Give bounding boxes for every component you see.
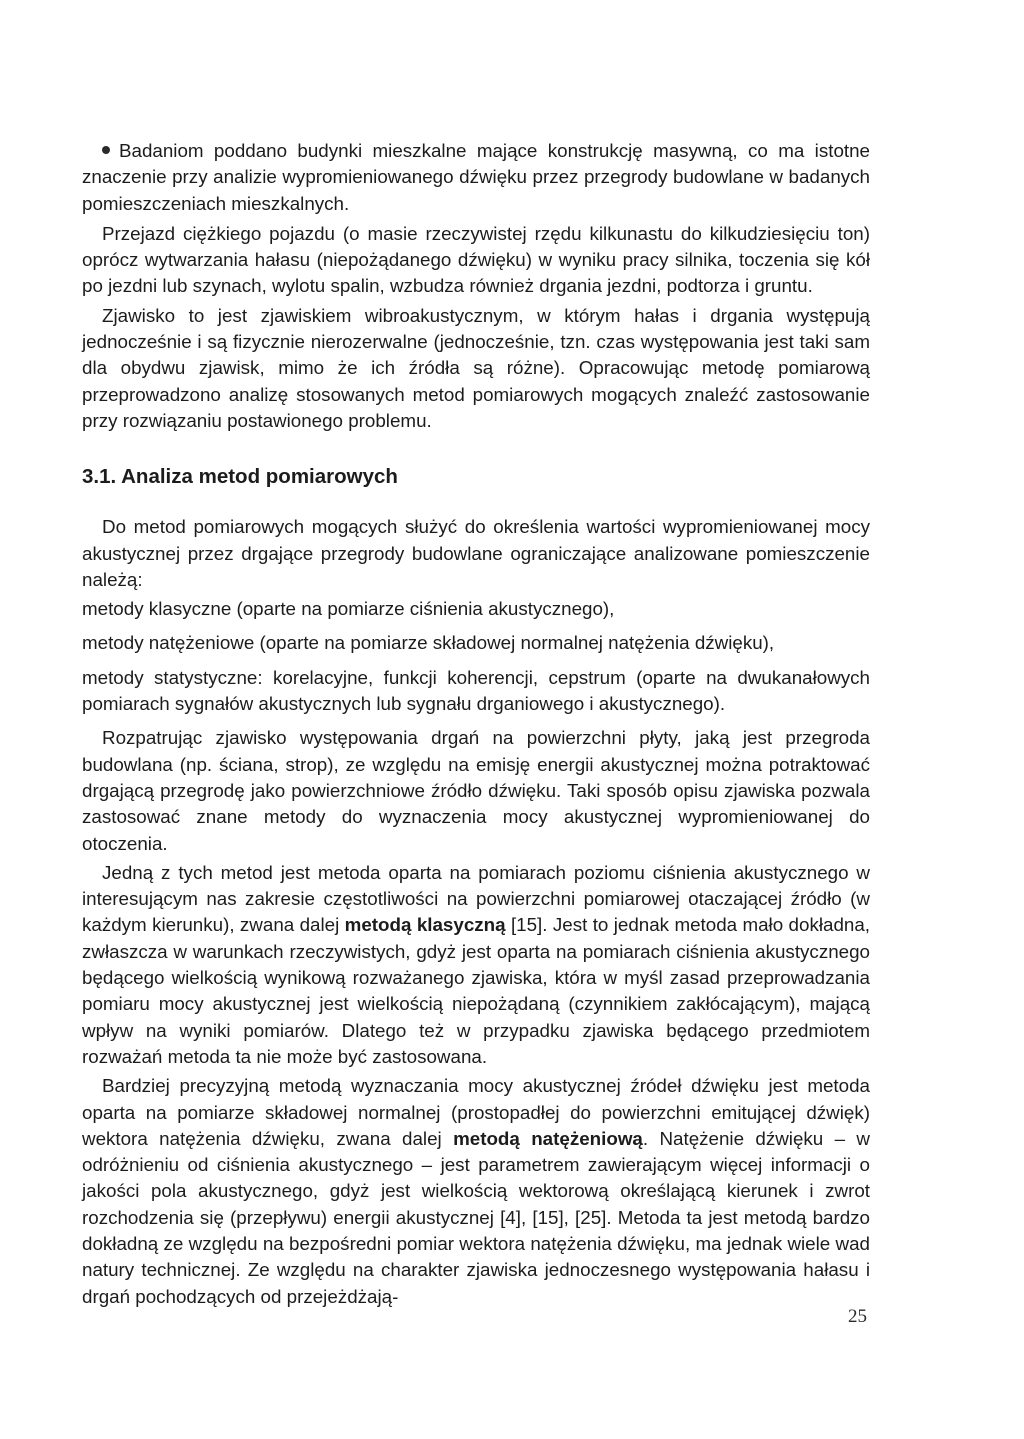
list-item: metody statystyczne: korelacyjne, funkcji koherencji, cepstrum (oparte na dwukanałowych pomiarach sygnałów akustycznych lub sygnału drganiowego i akustycznego).: [82, 666, 870, 715]
intro-bullet-text: Badaniom poddano budynki mieszkalne mające konstrukcję masywną, co ma istotne znaczenie przy analizie wypromieniowanego dźwięku przez przegrody budowlane w badanych pomieszczeniach mieszkalnych.: [82, 140, 870, 214]
bullet-icon: [102, 146, 110, 154]
paragraph-heavy-vehicle: Przejazd ciężkiego pojazdu (o masie rzeczywistej rzędu kilkunastu do kilkudziesięciu ton) oprócz wytwarzania hałasu (niepożądanego dźwięku) w wyniku pracy silnika, toczenia się kół po jezdni lub szynach, wylotu spalin, wzbudza również drgania jezdni, podtorza i gruntu.: [82, 222, 870, 297]
section-heading: 3.1. Analiza metod pomiarowych: [82, 465, 398, 489]
term-classic-method: metodą klasyczną: [344, 914, 506, 936]
page-body: [82, 138, 870, 1313]
methods-list: [82, 596, 870, 717]
paragraph-methods-intro: Do metod pomiarowych mogących służyć do określenia wartości wypromieniowanej mocy akustycznej przez drgające przegrody budowlane ograniczające analizowane pomieszczenie należą:: [82, 516, 870, 590]
paragraph-intensity-method: Bardziej precyzyjną metodą wyznaczania mocy akustycznej źródeł dźwięku jest metoda oparta na pomiarze składowej normalnej (prostopadłej do powierzchni emitującej dźwięk) wektora natężenia dźwięku, zwana dalej metodą natężeniową. Natężenie dźwięku – w odróżnieniu od ciśnienia akustycznego – jest parametrem zawierającym więcej informacji o jakości pola akustycznego, gdyż jest wielkością wektorową określającą kierunek i zwrot rozchodzenia się (przepływu) energii akustycznej [4], [15], [25]. Metoda ta jest metodą bardzo dokładną ze względu na bezpośredni pomiar wektora natężenia dźwięku, ma jednak wiele wad natury technicznej. Ze względu na charakter zjawiska jednoczesnego występowania hałasu i drgań pochodzących od przejeżdżają-: [82, 1075, 870, 1307]
paragraph-vibroacoustic: Zjawisko to jest zjawiskiem wibroakustycznym, w którym hałas i drgania występują jednocześnie i są fizycznie nierozerwalne (jednocześnie, tzn. czas występowania jest taki sam dla obydwu zjawisk, mimo że ich źródła są różne). Opracowując metodę pomiarową przeprowadzono analizę stosowanych metod pomiarowych mogących znaleźć zastosowanie przy rozwiązaniu postawionego problemu.: [82, 304, 870, 431]
paragraph-classic-method: Jedną z tych metod jest metoda oparta na pomiarach poziomu ciśnienia akustycznego w interesującym nas zakresie częstotliwości na powierzchni pomiarowej otaczającej źródło (w każdym kierunku), zwana dalej metodą klasyczną [15]. Jest to jednak metoda mało dokładna, zwłaszcza w warunkach rzeczywistych, gdyż jest oparta na pomiarach ciśnienia akustycznego będącego wielkością wynikową rozważanego zjawiska, która w myśl zasad przeprowadzania pomiaru mocy akustycznej jest wielkością niepożądaną (czynnikiem zakłócającym), mającą wpływ na wyniki pomiarów. Dlatego też w przypadku zjawiska będącego przedmiotem rozważań metoda ta nie może być zastosowana.: [82, 861, 871, 1067]
intro-bullet-paragraph: [82, 138, 870, 217]
paragraph-plate-vibration: Rozpatrując zjawisko występowania drgań na powierzchni płyty, jaką jest przegroda budowlana (np. ściana, strop), ze względu na emisję energii akustycznej można potraktować drgającą przegrodę jako powierzchniowe źródło dźwięku. Taki sposób opisu zjawiska pozwala zastosować znane metody do wyznaczenia mocy akustycznej wypromieniowanej do otoczenia.: [82, 727, 870, 854]
list-item: metody natężeniowe (oparte na pomiarze składowej normalnej natężenia dźwięku),: [82, 632, 775, 654]
list-item: metody klasyczne (oparte na pomiarze ciśnienia akustycznego),: [82, 598, 615, 620]
page-number: 25: [848, 1306, 867, 1327]
term-intensity-method: metodą natężeniową: [453, 1127, 643, 1149]
